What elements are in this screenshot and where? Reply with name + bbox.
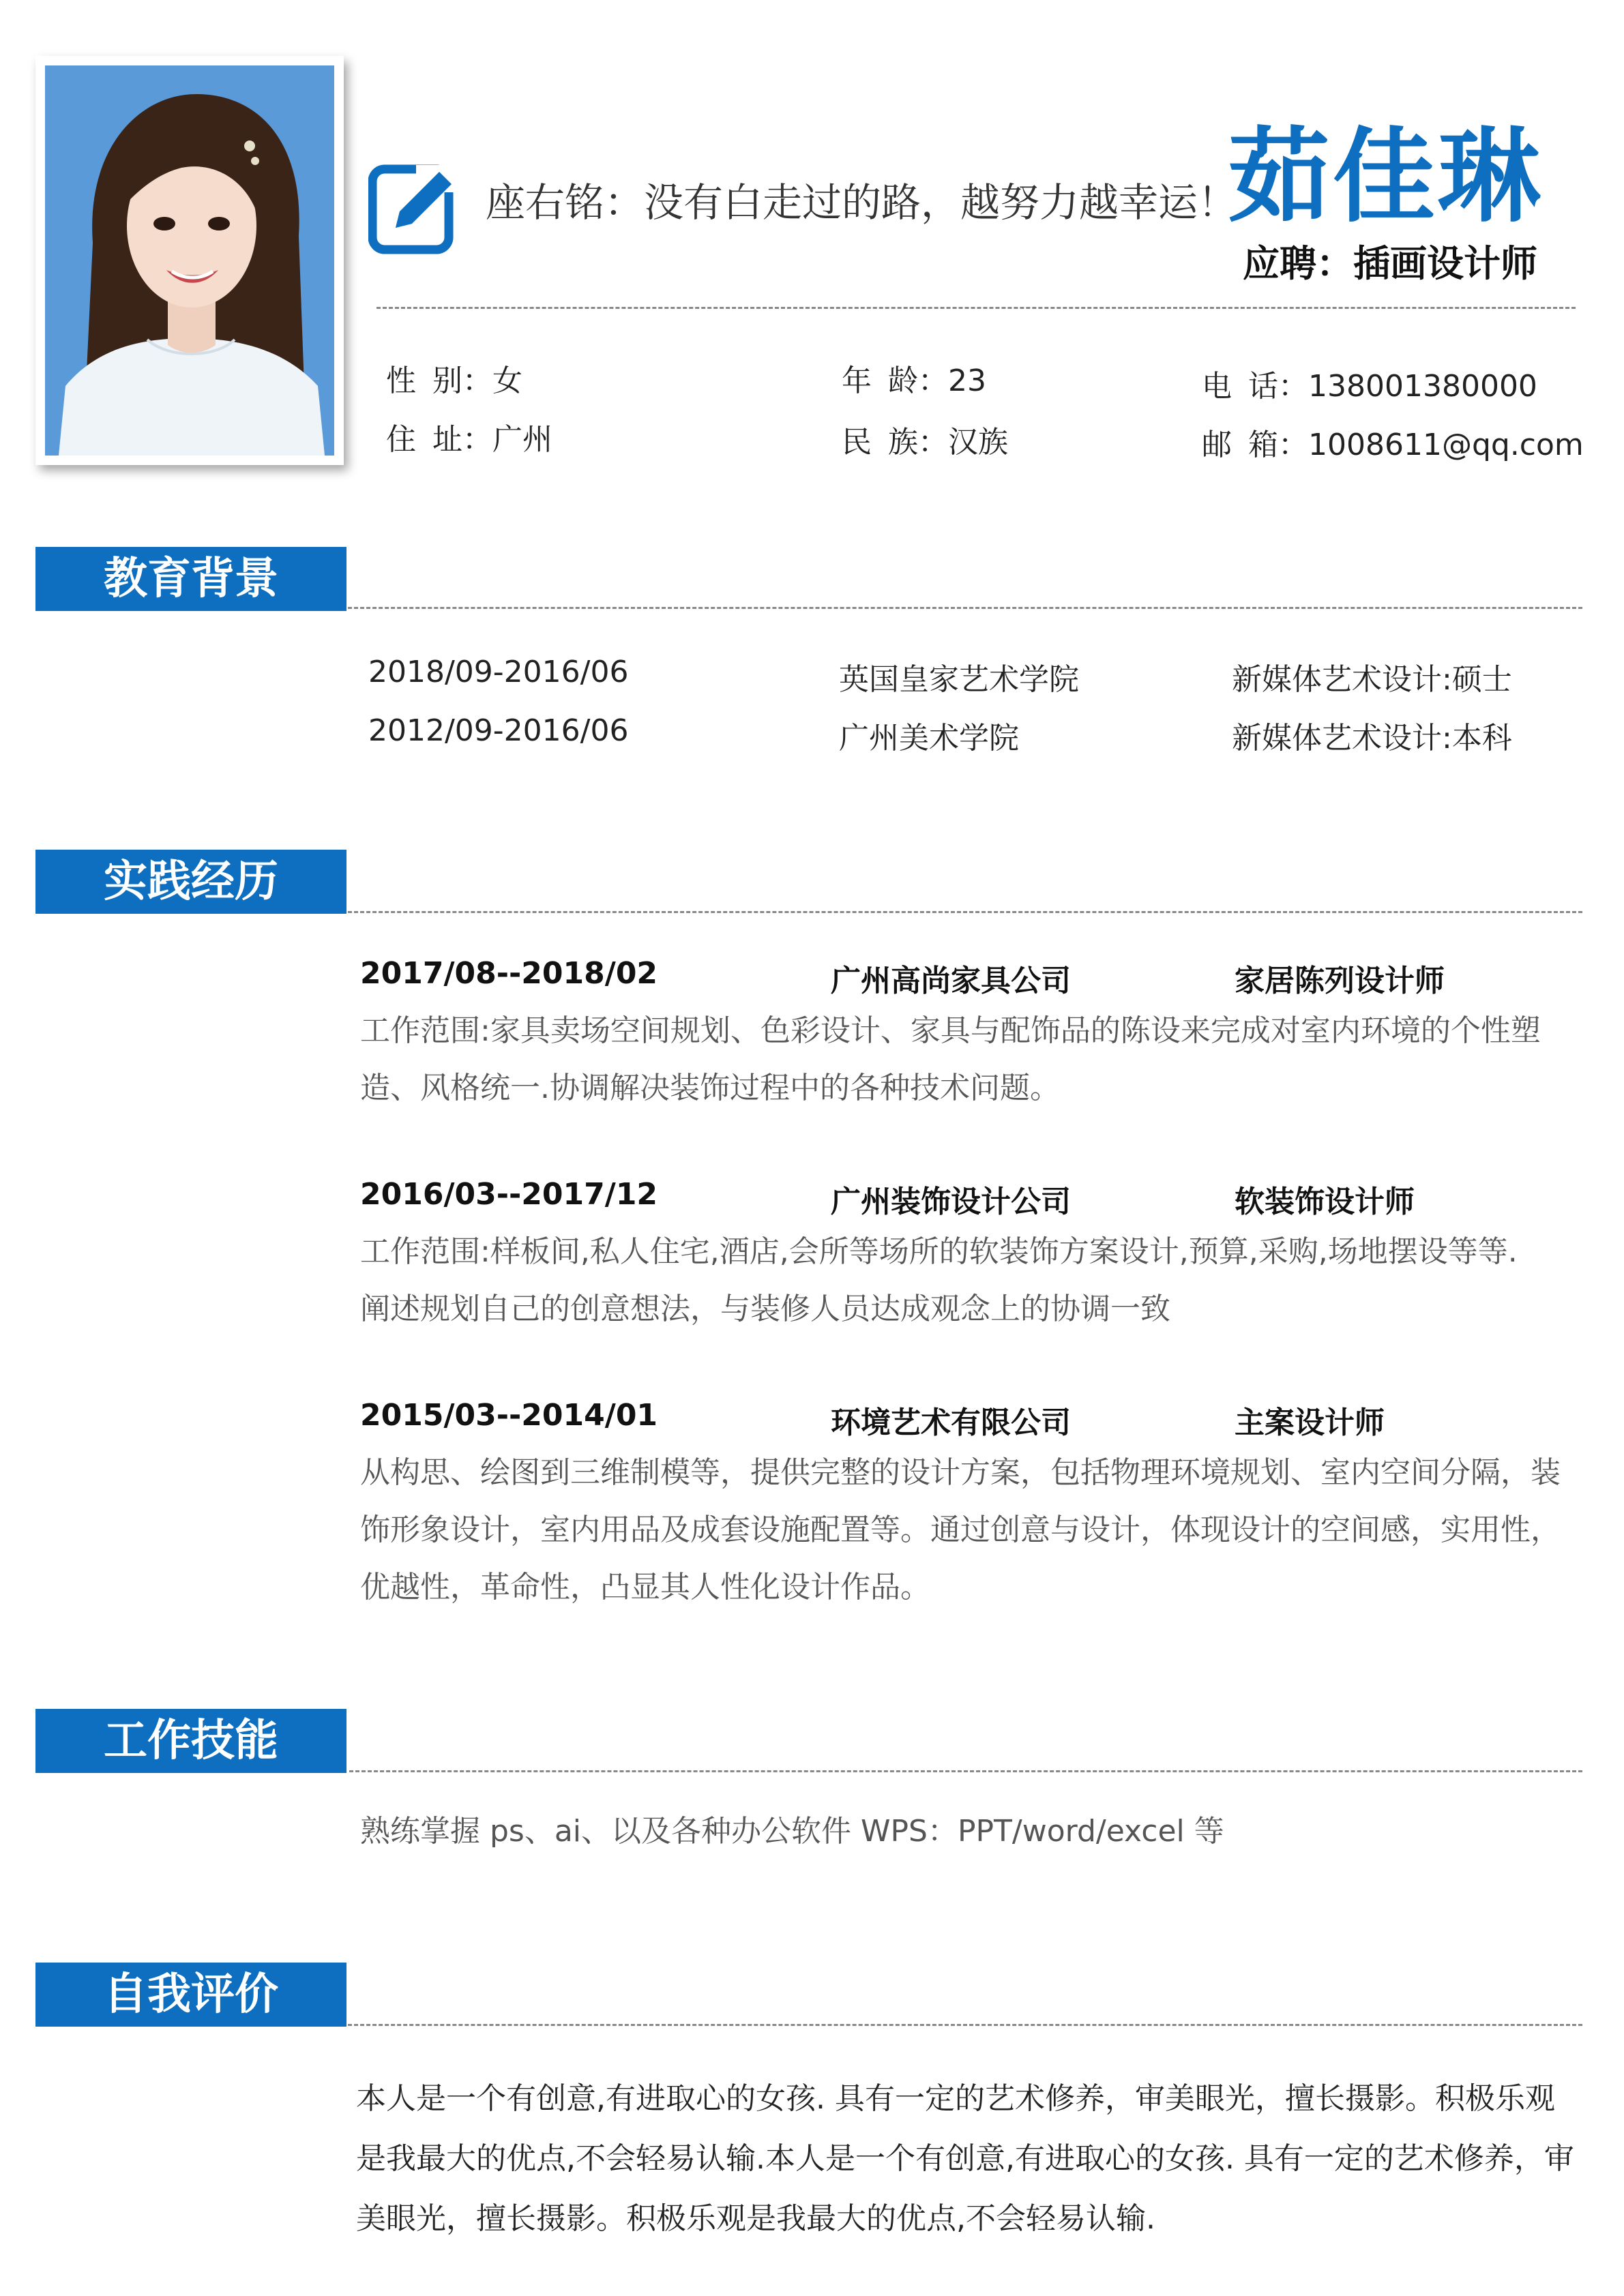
info-ethnicity (842, 417, 1008, 461)
info-address-value: 广州 (492, 422, 552, 457)
info-phone-label: 电 话 (1202, 369, 1278, 404)
section-divider-self-evaluation (348, 2024, 1582, 2026)
job-period: 2015/03--2014/01 (360, 1398, 658, 1433)
info-gender-value: 女 (492, 363, 522, 398)
job-company: 广州高尚家具公司 (831, 964, 1071, 998)
edit-icon (368, 162, 461, 255)
info-email-value: 1008611@qq.com (1308, 428, 1584, 462)
info-age-label: 年 龄 (842, 363, 918, 398)
profile-photo (45, 65, 334, 456)
job-company: 广州装饰设计公司 (831, 1184, 1071, 1219)
info-gender (386, 356, 522, 400)
skills-text: 熟练掌握 ps、ai、以及各种办公软件 WPS：PPT/word/excel 等 (360, 1814, 1224, 1849)
job-role: 主案设计师 (1235, 1405, 1385, 1440)
job-period: 2016/03--2017/12 (360, 1177, 658, 1212)
profile-photo-frame (35, 56, 344, 465)
edu-school: 广州美术学院 (839, 721, 1019, 756)
section-title-skills: 工作技能 (35, 1709, 346, 1773)
candidate-name: 茹佳琳 (1228, 118, 1544, 237)
job-period: 2017/08--2018/02 (360, 956, 658, 991)
job-description-line: 工作范围:样板间,私人住宅,酒店,会所等场所的软装饰方案设计,预算,采购,场地摆设等等. (360, 1234, 1518, 1269)
portrait-illustration (45, 65, 334, 456)
info-gender-label: 性 别 (386, 363, 462, 398)
info-phone (1202, 361, 1537, 405)
section-divider-experience (348, 911, 1582, 913)
job-role: 家居陈列设计师 (1235, 964, 1445, 998)
job-company: 环境艺术有限公司 (831, 1405, 1071, 1440)
section-title-self-evaluation: 自我评价 (35, 1963, 346, 2027)
edu-period: 2012/09-2016/06 (368, 713, 629, 748)
header-divider (377, 307, 1576, 309)
section-title-education: 教育背景 (35, 547, 346, 611)
info-ethnicity-label: 民 族 (842, 425, 918, 460)
self-evaluation-text: 本人是一个有创意,有进取心的女孩. 具有一定的艺术修养，审美眼光，擅长摄影。积极乐观是我最大的优点,不会轻易认输.本人是一个有创意,有进取心的女孩. 具有一定的艺术修养，审美眼光，擅长摄影。积极乐观是我最大的优点,不会轻易认输. (356, 2081, 1574, 2236)
job-description: 从构思、绘图到三维制模等，提供完整的设计方案，包括物理环境规划、室内空间分隔，装饰形象设计，室内用品及成套设施配置等。通过创意与设计，体现设计的空间感，实用性，优越性，革命性，凸显其人性化设计作品。 (360, 1455, 1561, 1605)
info-email-label: 邮 箱 (1202, 428, 1278, 462)
applied-position-value: 插画设计师 (1353, 242, 1537, 285)
info-address (386, 415, 552, 458)
edu-period: 2018/09-2016/06 (368, 655, 629, 689)
section-divider-skills (349, 1770, 1582, 1772)
info-phone-value: 138001380000 (1308, 369, 1537, 404)
info-email (1202, 420, 1584, 464)
info-age (842, 356, 986, 400)
job-role: 软装饰设计师 (1235, 1184, 1415, 1219)
info-address-label: 住 址 (386, 422, 462, 457)
job-description (360, 1223, 1574, 1338)
job-description: 工作范围:家具卖场空间规划、色彩设计、家具与配饰品的陈设来完成对室内环境的个性塑造、风格统一.协调解决装饰过程中的各种技术问题。 (360, 1013, 1541, 1105)
edu-school: 英国皇家艺术学院 (839, 662, 1079, 697)
motto-text: 座右铭：没有白走过的路，越努力越幸运！ (486, 179, 1238, 226)
edu-major: 新媒体艺术设计:本科 (1232, 721, 1512, 756)
applied-position (1243, 235, 1537, 287)
edu-major: 新媒体艺术设计:硕士 (1232, 662, 1512, 697)
info-age-value: 23 (948, 363, 986, 398)
section-title-experience: 实践经历 (35, 850, 346, 914)
job-description-line: 阐述规划自己的创意想法，与装修人员达成观念上的协调一致 (360, 1292, 1170, 1326)
section-divider-education (348, 607, 1582, 609)
applied-position-label: 应聘 ： (1243, 242, 1353, 285)
info-ethnicity-value: 汉族 (948, 425, 1008, 460)
